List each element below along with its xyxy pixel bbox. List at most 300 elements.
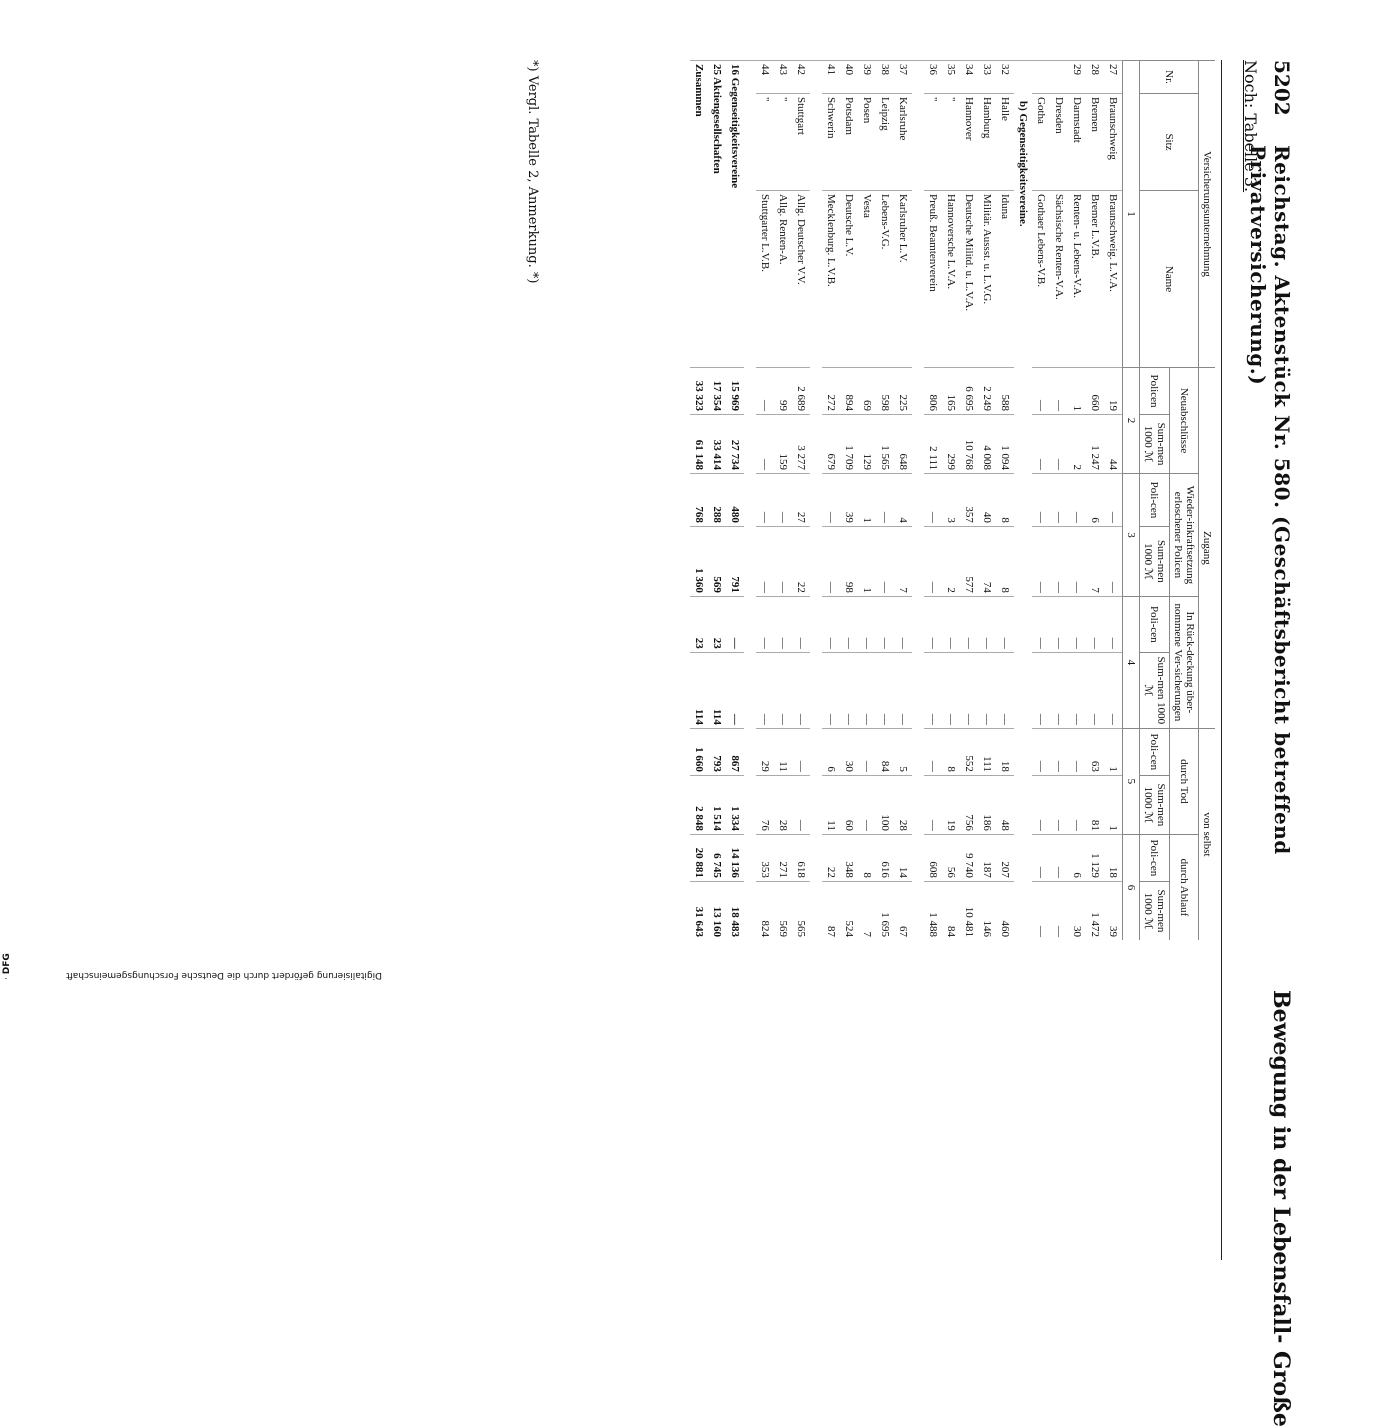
row-value: 60 [840,775,858,834]
row-value: 8 [996,526,1014,596]
row-value: 30 [840,728,858,775]
row-value: 7 [1086,526,1104,596]
row-ort: Bremen [1086,94,1104,191]
row-value: 14 [894,834,912,881]
row-value: 679 [822,415,840,474]
row-value: — [756,474,774,527]
total-row [690,61,708,941]
row-value: 100 [876,775,894,834]
section-label: b) Gegenseitigkeitsvereine. [1014,61,1032,941]
row-value: 565 [792,881,810,940]
total-value: 20 881 [690,834,708,881]
row-value: 98 [840,526,858,596]
row-value: — [960,596,978,652]
row-value: — [1032,415,1050,474]
row-nr: 41 [822,61,840,94]
total-value: 15 969 [726,368,744,415]
row-value: — [1068,728,1086,775]
total-value: 867 [726,728,744,775]
row-value: 1 709 [840,415,858,474]
row-value: — [774,474,792,527]
row-value: — [924,652,942,728]
table-row [792,61,810,941]
sub-summen: Sum-men 1000 ℳ [1140,415,1170,474]
spacer-cell [744,61,756,941]
row-name: Karlsruher L.V. [894,191,912,368]
row-ort: Halle [996,94,1014,191]
total-value: 288 [708,474,726,527]
row-value: — [996,652,1014,728]
row-value: — [924,526,942,596]
row-value: — [1032,728,1050,775]
total-value: 23 [690,596,708,652]
table-row [1032,61,1050,941]
row-value: — [1050,526,1068,596]
row-value: 460 [996,881,1014,940]
table-row [1086,61,1104,941]
row-value: — [858,728,876,775]
row-value: — [1086,596,1104,652]
row-value: 5 [894,728,912,775]
row-nr: 33 [978,61,996,94]
row-name: Renten- u. Lebens-V.A. [1068,191,1086,368]
total-value: 1 514 [708,775,726,834]
total-value: 2 848 [690,775,708,834]
row-value: 30 [1068,881,1086,940]
row-value: 618 [792,834,810,881]
row-value: 146 [978,881,996,940]
col-name: Name [1140,191,1199,368]
row-value: — [792,775,810,834]
row-name: Braunschweig. L.V.A. [1104,191,1123,368]
row-ort: " [756,94,774,191]
row-value: — [822,526,840,596]
total-value: 569 [708,526,726,596]
row-value: 2 249 [978,368,996,415]
total-value: 114 [708,652,726,728]
row-value: 3 [942,474,960,527]
row-value: 6 695 [960,368,978,415]
row-value: — [924,596,942,652]
row-value: — [924,474,942,527]
total-value: 33 323 [690,368,708,415]
total-value: 1 660 [690,728,708,775]
row-name: Sächsische Renten-V.A. [1050,191,1068,368]
row-value: — [774,596,792,652]
table-row [978,61,996,941]
table-row [1104,61,1123,941]
sub-summen: Sum-men 1000 ℳ [1140,652,1170,728]
total-value: 114 [690,652,708,728]
row-name: Hannoversche L.V.A. [942,191,960,368]
total-value: 17 354 [708,368,726,415]
row-value: 1 472 [1086,881,1104,940]
row-value: 129 [858,415,876,474]
row-nr: 39 [858,61,876,94]
table-row [1050,61,1068,941]
total-value: — [726,596,744,652]
row-ort: Potsdam [840,94,858,191]
row-nr: 43 [774,61,792,94]
col-index: 1 [1123,61,1140,368]
row-nr [1032,61,1050,94]
row-value: 39 [1104,881,1123,940]
row-name: Allg. Deutscher V.V. [792,191,810,368]
row-value: 81 [1086,775,1104,834]
row-ort: Hannover [960,94,978,191]
row-value: 6 [1068,834,1086,881]
row-value: — [1050,728,1068,775]
table-row [876,61,894,941]
row-value: 84 [876,728,894,775]
row-value: 616 [876,834,894,881]
total-row [726,61,744,941]
row-value: — [1104,474,1123,527]
row-value: 99 [774,368,792,415]
row-value: — [792,596,810,652]
row-value: — [876,596,894,652]
col-tod: durch Tod [1170,728,1199,834]
sub-summen: Sum-men 1000 ℳ [1140,775,1170,834]
row-value: 1 488 [924,881,942,940]
row-value: — [756,652,774,728]
total-value: 14 136 [726,834,744,881]
row-value: 28 [894,775,912,834]
row-value: — [1068,474,1086,527]
col-index: 3 [1123,474,1140,597]
row-value: 1 565 [876,415,894,474]
row-ort: Posen [858,94,876,191]
row-value: 165 [942,368,960,415]
row-value: 4 [894,474,912,527]
row-value: 87 [822,881,840,940]
row-value: 111 [978,728,996,775]
row-value: 2 [1068,415,1086,474]
row-ort: Leipzig [876,94,894,191]
row-value: — [1104,652,1123,728]
col-index: 6 [1123,834,1140,940]
row-value: — [756,368,774,415]
row-value: 6 [1086,474,1104,527]
row-value: 894 [840,368,858,415]
row-nr: 28 [1086,61,1104,94]
table-title: Bewegung in der Lebensfall- Große [1268,990,1294,1427]
row-value: 2 [942,526,960,596]
row-value: 348 [840,834,858,881]
sub-summen: Sum-men 1000 ℳ [1140,526,1170,596]
page-header [1230,60,1300,1427]
row-value: 357 [960,474,978,527]
row-nr [1050,61,1068,94]
row-value: 660 [1086,368,1104,415]
row-nr: 34 [960,61,978,94]
row-value: — [840,652,858,728]
row-value: 648 [894,415,912,474]
row-value: 28 [774,775,792,834]
table-row [774,61,792,941]
total-value: 768 [690,474,708,527]
dfg-logo: DFG [2,953,12,975]
row-value: — [978,596,996,652]
row-ort: Gotha [1032,94,1050,191]
row-value: 44 [1104,415,1123,474]
row-value: 19 [942,775,960,834]
digitization-credit: Digitalisierung gefördert durch die Deutsche Forschungsgemeinschaft · DFG [2,953,382,980]
section-heading [1014,61,1032,941]
row-value: 18 [1104,834,1123,881]
row-name: Militär. Aussst. u. L.V.G. [978,191,996,368]
row-value: 10 481 [960,881,978,940]
row-value: — [894,652,912,728]
total-row [708,61,726,941]
row-name: Vesta [858,191,876,368]
row-value: 8 [996,474,1014,527]
table-row [840,61,858,941]
row-value: 19 [1104,368,1123,415]
row-value: — [1068,526,1086,596]
row-value: — [756,526,774,596]
row-value: 1 695 [876,881,894,940]
row-value: 18 [996,728,1014,775]
row-nr: 37 [894,61,912,94]
page-title: Reichstag. Aktenstück Nr. 580. (Geschäftsbericht betreffend Privatversicherung.) [1246,145,1294,855]
table-row [858,61,876,941]
col-group-von-selbst: von selbst [1199,728,1216,940]
spacer-cell [912,61,924,941]
row-nr: 38 [876,61,894,94]
row-value: 3 277 [792,415,810,474]
row-spacer [810,61,822,941]
sub-summen: Sum-men 1000 ℳ [1140,881,1170,940]
row-value: 9 740 [960,834,978,881]
sub-policen: Poli-cen [1140,596,1170,652]
row-value: 7 [858,881,876,940]
row-value: — [1032,881,1050,940]
row-nr: 44 [756,61,774,94]
row-ort: " [942,94,960,191]
row-value: — [894,596,912,652]
total-value: 23 [708,596,726,652]
row-ort: Darmstadt [1068,94,1086,191]
row-value: 299 [942,415,960,474]
row-name: Stuttgarter L.V.B. [756,191,774,368]
total-value: 13 160 [708,881,726,940]
row-value: — [942,596,960,652]
sub-policen: Poli-cen [1140,834,1170,881]
row-nr: 40 [840,61,858,94]
row-value: 67 [894,881,912,940]
row-value: 1 [1104,728,1123,775]
row-value: — [858,596,876,652]
row-name: Lebens-V.G. [876,191,894,368]
row-value: 1 [1104,775,1123,834]
row-value: — [1104,596,1123,652]
col-rueck: In Rück-deckung über-nommene Ver-sicherungen [1170,596,1199,728]
row-value: 1 129 [1086,834,1104,881]
row-value: 7 [894,526,912,596]
total-value: 6 745 [708,834,726,881]
row-value: 159 [774,415,792,474]
row-value: — [792,728,810,775]
row-value: 353 [756,834,774,881]
row-value: 552 [960,728,978,775]
row-name: Deutsche Militd. u. L.V.A. [960,191,978,368]
total-value: 1 334 [726,775,744,834]
row-value: — [1050,652,1068,728]
row-ort: " [924,94,942,191]
row-value: — [792,652,810,728]
row-value: — [1032,368,1050,415]
row-value: — [774,652,792,728]
row-value: — [1050,881,1068,940]
row-value: 29 [756,728,774,775]
row-value: — [1050,596,1068,652]
row-value: 69 [858,368,876,415]
row-ort: Dresden [1050,94,1068,191]
row-value: 1 [858,526,876,596]
row-value: — [1068,652,1086,728]
row-value: 84 [942,881,960,940]
row-value: 2 689 [792,368,810,415]
row-value: 48 [996,775,1014,834]
row-value: — [1032,474,1050,527]
row-value: 824 [756,881,774,940]
row-spacer [744,61,756,941]
row-ort: Karlsruhe [894,94,912,191]
total-value: 27 734 [726,415,744,474]
col-neu: Neuabschlüsse [1170,368,1199,474]
row-value: — [924,728,942,775]
total-value: 33 414 [708,415,726,474]
col-ablauf: durch Ablauf [1170,834,1199,940]
row-ort: Stuttgart [792,94,810,191]
row-value: — [858,775,876,834]
row-value: 27 [792,474,810,527]
table-row [1068,61,1086,941]
table-row [822,61,840,941]
row-value: — [822,596,840,652]
col-wieder: Wieder-inkraftsetzung erloschener Policen [1170,474,1199,597]
row-value: — [1032,526,1050,596]
sub-policen: Poli-cen [1140,728,1170,775]
row-value: — [774,526,792,596]
row-ort: " [774,94,792,191]
row-name: Iduna [996,191,1014,368]
row-value: — [996,596,1014,652]
row-value: 577 [960,526,978,596]
col-group-unternehmung: Versicherungsunternehmung [1199,61,1216,368]
total-label: 16 Gegenseitigkeitsvereine [726,61,744,368]
total-value: 791 [726,526,744,596]
sub-policen: Policen [1140,368,1170,415]
row-value: 608 [924,834,942,881]
row-value: 11 [822,775,840,834]
row-name: Mecklenburg. L.V.B. [822,191,840,368]
row-value: — [756,596,774,652]
row-value: 39 [840,474,858,527]
total-value: 31 643 [690,881,708,940]
row-value: — [1104,526,1123,596]
row-name: Bremer L.V.B. [1086,191,1104,368]
row-value: — [1050,368,1068,415]
row-ort: Braunschweig [1104,94,1123,191]
row-value: — [1050,834,1068,881]
row-nr: 27 [1104,61,1123,94]
row-name: Gothaer Lebens-V.B. [1032,191,1050,368]
row-value: — [924,775,942,834]
total-value: 1 360 [690,526,708,596]
row-value: — [840,596,858,652]
row-value: 598 [876,368,894,415]
row-value: 588 [996,368,1014,415]
row-value: — [1050,415,1068,474]
footnote: *) Vergl. Tabelle 2, Anmerkung. *) [525,60,540,284]
row-value: 22 [822,834,840,881]
total-label: Zusammen [690,61,708,368]
row-value: 6 [822,728,840,775]
row-value: 74 [978,526,996,596]
row-value: — [1032,775,1050,834]
table-row [960,61,978,941]
row-value: 76 [756,775,774,834]
row-value: — [876,526,894,596]
row-value: 271 [774,834,792,881]
row-name: Preuß. Beamtenverein [924,191,942,368]
row-value: — [1050,474,1068,527]
table-row [894,61,912,941]
row-value: — [876,652,894,728]
row-value: 22 [792,526,810,596]
row-value: — [978,652,996,728]
row-value: 756 [960,775,978,834]
table-subtitle: Noch: Tabelle 3. [1241,60,1260,193]
col-ort: Sitz [1140,94,1199,191]
row-value: 524 [840,881,858,940]
row-value: 56 [942,834,960,881]
row-value: 2 111 [924,415,942,474]
col-index: 2 [1123,368,1140,474]
row-name: Allg. Renten-A. [774,191,792,368]
row-nr: 29 [1068,61,1086,94]
total-value: 480 [726,474,744,527]
row-value: — [1068,775,1086,834]
total-value: 61 148 [690,415,708,474]
row-value: 186 [978,775,996,834]
row-value: — [822,652,840,728]
row-value: 11 [774,728,792,775]
row-value: 40 [978,474,996,527]
row-value: — [1050,775,1068,834]
row-value: 569 [774,881,792,940]
col-index: 5 [1123,728,1140,834]
row-value: 1 094 [996,415,1014,474]
row-nr: 36 [924,61,942,94]
row-value: — [822,474,840,527]
row-ort: Schwerin [822,94,840,191]
table-row [996,61,1014,941]
total-value: — [726,652,744,728]
row-name: Deutsche L.V. [840,191,858,368]
row-value: — [1068,596,1086,652]
page-number: 5202 [1270,60,1294,116]
header-rule [1221,60,1222,1260]
total-value: 18 483 [726,881,744,940]
row-value: — [876,474,894,527]
row-value: 63 [1086,728,1104,775]
total-label: 25 Aktiengesellschaften [708,61,726,368]
table-row [924,61,942,941]
row-value: — [858,652,876,728]
